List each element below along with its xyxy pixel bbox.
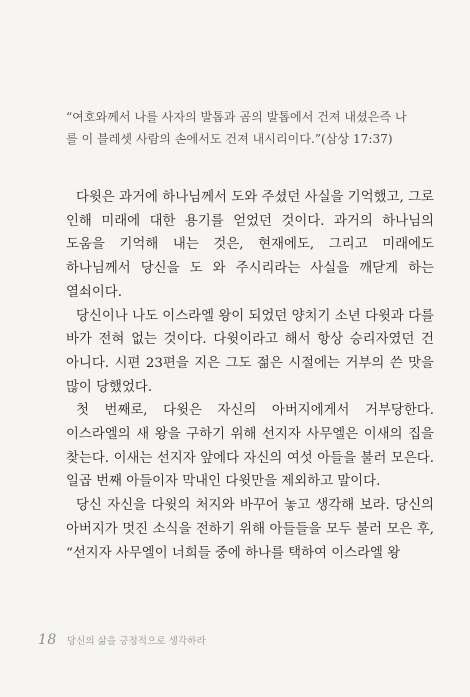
quote-line: 를 이 블레셋 사람의 손에서도 건져 내시리이다.”(삼상 17:37) bbox=[66, 132, 393, 146]
paragraph: 첫 번째로, 다윗은 자신의 아버지에게서 거부당한다. 이스라엘의 새 왕을 구하기 위해 선지자 사무엘은 이새의 집을 찾는다. 이새는 선지자 앞에다 자신의 여섯 아들을 불러 모은다. 일곱 번째 아들이자 막내인 다윗만을 제외하고 말이다. bbox=[66, 403, 434, 490]
paragraph: 다윗은 과거에 하나님께서 도와 주셨던 사실을 기억했고, 그로 인해 미래에 대한 용기를 얻었던 것이다. 과거의 하나님의 도움을 기억해 내는 것은, 현재에도, 그리고 미래에도 하나님께서 당신을 도 와 주시리라는 사실을 깨닫게 하는 열쇠이다. bbox=[66, 190, 434, 300]
quote-line: “여호와께서 나를 사자의 발톱과 곰의 발톱에서 건져 내셨은즉 나 bbox=[66, 110, 407, 124]
page-number: 18 bbox=[38, 632, 57, 648]
body-text bbox=[66, 186, 434, 565]
paragraph: 당신이나 나도 이스라엘 왕이 되었던 양치기 소년 다윗과 다를 바가 전혀 없는 것이다. 다윗이라고 해서 항상 승리자였던 건 아니다. 시편 23편을 지은 그도 젊은 시절에는 거부의 쓴 맛을 많이 당했었다. bbox=[66, 308, 434, 395]
page-footer bbox=[38, 632, 206, 648]
paragraph: 당신 자신을 다윗의 처지와 바꾸어 놓고 생각해 보라. 당신의 아버지가 멋진 소식을 전하기 위해 아들들을 모두 불러 모은 후, “선지자 사무엘이 너희들 중에 하나를 택하여 이스라엘 왕 bbox=[66, 498, 434, 561]
scripture-quote bbox=[66, 106, 434, 150]
running-title: 당신의 삶을 긍정적으로 생각하라 bbox=[66, 636, 206, 647]
